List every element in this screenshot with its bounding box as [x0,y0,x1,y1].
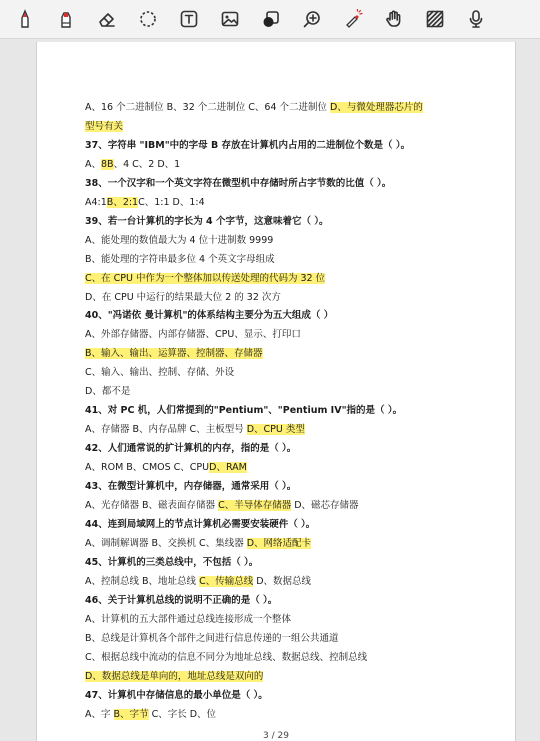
pen-icon[interactable] [9,3,41,35]
highlighted-text: 型号有关 [85,120,124,132]
option-line [85,630,495,649]
option-line [85,459,495,478]
text-segment: A、ROM B、CMOS C、CPU [85,462,210,474]
option-line [85,497,495,516]
lasso-icon[interactable] [132,3,164,35]
option-line [85,251,495,270]
highlighted-text: D、RAM [209,462,247,474]
option-line [85,99,495,118]
text-segment: A、外部存储器、内部存储器、CPU、显示、打印口 [85,329,301,341]
text-segment: C、1:1 D、1:4 [138,196,205,208]
option-line [85,270,495,289]
pattern-icon[interactable] [419,3,451,35]
option-line [85,326,495,345]
text-segment: 43、在微型计算机中，内存储器，通常采用（ ）。 [85,481,297,493]
question-line [85,175,495,194]
shape-icon[interactable] [255,3,287,35]
option-line [85,649,495,668]
page-content [85,99,495,724]
text-segment: A、存储器 B、内存品牌 C、主板型号 [85,424,247,436]
laser-pointer-icon[interactable] [337,3,369,35]
text-box-icon[interactable] [173,3,205,35]
text-segment: 42、人们通常说的扩计算机的内存，指的是（ ）。 [85,443,297,455]
document-page [36,42,516,741]
option-line [85,421,495,440]
highlighted-text: C、半导体存储器 [218,500,292,512]
hand-icon[interactable] [378,3,410,35]
text-segment: 41、对 PC 机，人们常提到的"Pentium"、"Pentium IV"指的是（ ）。 [85,405,403,417]
text-segment: A、能处理的数值最大为 4 位十进制数 9999 [85,234,274,246]
question-line [85,554,495,573]
option-line [85,118,495,137]
highlighted-text: D、CPU 类型 [246,424,305,436]
text-segment: D、磁芯存储器 [291,500,359,512]
text-segment: A4:1 [85,196,107,208]
annotation-toolbar [0,0,540,39]
option-line [85,383,495,402]
highlighted-text: B、字节 [113,708,149,720]
text-segment: D、都不是 [85,386,131,398]
highlighted-text: D、数据总线是单向的，地址总线是双向的 [85,670,264,682]
option-line [85,364,495,383]
highlighter-icon[interactable] [50,3,82,35]
text-segment: C、输入、输出、控制、存储、外设 [85,367,235,379]
text-segment: A、字 [85,708,114,720]
eraser-icon[interactable] [91,3,123,35]
highlighted-text: B、输入、输出、运算器、控制器、存储器 [85,348,263,360]
page-number: 3 / 29 [263,731,289,741]
text-segment: C、根据总线中流动的信息不同分为地址总线、数据总线、控制总线 [85,651,368,663]
option-line [85,573,495,592]
text-segment: D、在 CPU 中运行的结果最大位 2 的 32 次方 [85,291,281,303]
text-segment: A、控制总线 B、地址总线 [85,575,200,587]
text-segment: 46、关于计算机总线的说明不正确的是（ ）。 [85,594,278,606]
text-segment: B、总线是计算机各个部件之间进行信息传递的一组公共通道 [85,632,339,644]
text-segment: A、计算机的五大部件通过总线连接形成一个整体 [85,613,291,625]
highlighted-text: D、与微处理器芯片的 [330,102,423,113]
microphone-icon[interactable] [460,3,492,35]
text-segment: 45、计算机的三类总线中，不包括（ ）。 [85,556,259,568]
question-line [85,307,495,326]
image-icon[interactable] [214,3,246,35]
question-line [85,687,495,706]
option-line [85,668,495,687]
question-line [85,516,495,535]
question-line [85,478,495,497]
highlighted-text: C、在 CPU 中作为一个整体加以传送处理的代码为 32 位 [85,272,326,284]
text-segment: D、数据总线 [253,575,312,587]
text-segment: 38、一个汉字和一个英文字符在微型机中存储时所占字节数的比值（ ）。 [85,177,392,189]
text-segment: 40、"冯诺依 曼计算机"的体系结构主要分为五大组成（ ） [85,310,334,322]
highlighted-text: D、网络适配卡 [246,537,312,549]
option-line [85,706,495,725]
text-segment: A、光存储器 B、磁表面存储器 [85,500,219,512]
highlighted-text: B、2:1 [106,196,139,208]
text-segment: 47、计算机中存储信息的最小单位是（ ）。 [85,689,268,701]
option-line [85,289,495,308]
option-line [85,611,495,630]
option-line [85,345,495,364]
text-segment: A、 [85,158,101,170]
option-line [85,194,495,213]
zoom-icon[interactable] [296,3,328,35]
text-segment: B、能处理的字符串最多位 4 个英文字母组成 [85,253,275,265]
text-segment: A、调制解调器 B、交换机 C、集线器 [85,537,247,549]
text-segment: 、4 C、2 D、1 [113,158,181,170]
text-segment: A、16 个二进制位 B、32 个二进制位 C、64 个二进制位 [85,102,331,113]
question-line [85,402,495,421]
text-segment: 44、连到局域网上的节点计算机必需要安装硬件（ ）。 [85,518,316,530]
option-line [85,535,495,554]
question-line [85,440,495,459]
highlighted-text: C、传输总线 [199,575,254,587]
question-line [85,213,495,232]
question-line [85,137,495,156]
option-line [85,232,495,251]
text-segment: 37、字符串 "IBM"中的字母 B 存放在计算机内占用的二进制位个数是（ ）。 [85,139,411,151]
option-line [85,156,495,175]
text-segment: C、字长 D、位 [148,708,217,720]
question-line [85,592,495,611]
highlighted-text: 8B [101,158,114,170]
text-segment: 39、若一台计算机的字长为 4 个字节，这意味着它（ ）。 [85,215,329,227]
